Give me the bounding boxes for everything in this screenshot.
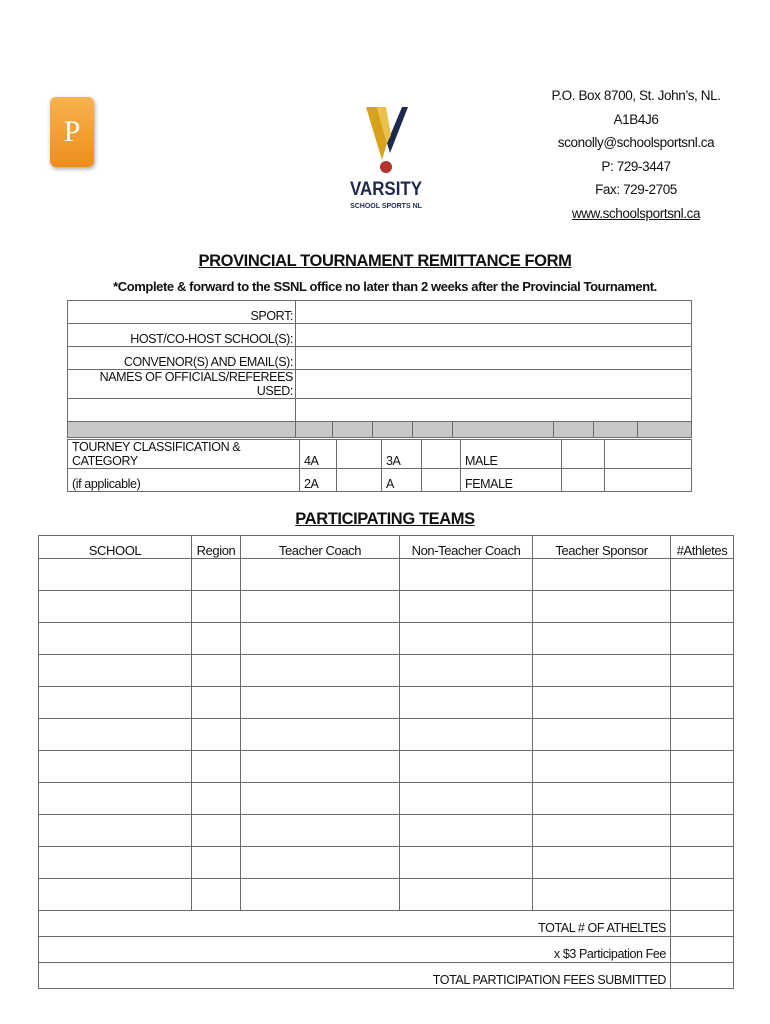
table-row	[39, 591, 734, 623]
teacher-coach-header: Teacher Coach	[241, 536, 400, 559]
class-a-label: A	[382, 469, 422, 492]
teacher-sponsor-cell[interactable]	[533, 815, 671, 847]
p-badge-icon: P	[50, 97, 94, 167]
non-teacher-coach-cell[interactable]	[400, 559, 533, 591]
region-cell[interactable]	[192, 687, 241, 719]
class-3a-box[interactable]	[422, 440, 461, 469]
email-link[interactable]: sconolly@schoolsportsnl.ca	[557, 135, 715, 150]
fax-number: Fax: 729-2705	[595, 182, 677, 197]
teacher-sponsor-cell[interactable]	[533, 847, 671, 879]
athletes-cell[interactable]	[671, 623, 734, 655]
teacher-coach-cell[interactable]	[241, 591, 400, 623]
fee-label: x $3 Participation Fee	[39, 937, 671, 963]
blank-label	[68, 399, 296, 422]
table-row	[39, 655, 734, 687]
table-row	[39, 815, 734, 847]
table-row	[39, 879, 734, 911]
region-cell[interactable]	[192, 783, 241, 815]
school-cell[interactable]	[39, 655, 192, 687]
athletes-cell[interactable]	[671, 751, 734, 783]
total-fees-label: TOTAL PARTICIPATION FEES SUBMITTED	[39, 963, 671, 989]
classification-note: (if applicable)	[68, 469, 300, 492]
teacher-coach-cell[interactable]	[241, 783, 400, 815]
logo-tagline-text: SCHOOL SPORTS NL	[350, 203, 422, 210]
teacher-sponsor-cell[interactable]	[533, 623, 671, 655]
postal-code: A1B4J6	[613, 111, 659, 127]
fee-field[interactable]	[671, 937, 734, 963]
classification-label: TOURNEY CLASSIFICATION & CATEGORY	[68, 440, 300, 469]
info-row-officials	[68, 370, 692, 399]
non-teacher-coach-cell[interactable]	[400, 655, 533, 687]
website-link[interactable]: www.schoolsportsnl.ca	[571, 205, 701, 221]
phone-number: P: 729-3447	[601, 158, 671, 174]
school-cell[interactable]	[39, 815, 192, 847]
class-2a-box[interactable]	[337, 469, 382, 492]
teacher-coach-cell[interactable]	[241, 719, 400, 751]
school-cell[interactable]	[39, 783, 192, 815]
officials-field-2[interactable]	[296, 399, 692, 422]
classification-table	[67, 439, 692, 492]
region-cell[interactable]	[192, 751, 241, 783]
school-cell[interactable]	[39, 687, 192, 719]
total-athletes-field[interactable]	[671, 911, 734, 937]
sport-field[interactable]	[296, 301, 692, 324]
class-4a-box[interactable]	[337, 440, 382, 469]
class-3a-label: 3A	[382, 440, 422, 469]
teacher-sponsor-cell[interactable]	[533, 655, 671, 687]
host-label: HOST/CO-HOST SCHOOL(S):	[68, 324, 296, 347]
region-cell[interactable]	[192, 559, 241, 591]
school-cell[interactable]	[39, 879, 192, 911]
athletes-header: #Athletes	[671, 536, 734, 559]
officials-field[interactable]	[296, 370, 692, 399]
info-table	[67, 300, 692, 438]
logo-brand-text: VARSITY	[350, 179, 423, 200]
category-male-extra[interactable]	[605, 440, 692, 469]
category-male-label: MALE	[461, 440, 562, 469]
category-female-box[interactable]	[562, 469, 605, 492]
table-row	[39, 687, 734, 719]
info-row-convenor	[68, 347, 692, 370]
teacher-coach-cell[interactable]	[241, 751, 400, 783]
athletes-cell[interactable]	[671, 847, 734, 879]
teacher-sponsor-cell[interactable]	[533, 559, 671, 591]
school-header: SCHOOL	[39, 536, 192, 559]
athletes-cell[interactable]	[671, 559, 734, 591]
non-teacher-coach-header: Non-Teacher Coach	[400, 536, 533, 559]
school-cell[interactable]	[39, 751, 192, 783]
school-cell[interactable]	[39, 591, 192, 623]
varsity-logo	[346, 105, 428, 215]
non-teacher-coach-cell[interactable]	[400, 751, 533, 783]
athletes-cell[interactable]	[671, 815, 734, 847]
info-row-sport	[68, 301, 692, 324]
table-row	[39, 623, 734, 655]
total-fees-field[interactable]	[671, 963, 734, 989]
total-athletes-row	[39, 911, 734, 937]
non-teacher-coach-cell[interactable]	[400, 719, 533, 751]
total-athletes-label: TOTAL # OF ATHELTES	[39, 911, 671, 937]
fee-row	[39, 937, 734, 963]
officials-label: NAMES OF OFFICIALS/REFEREES USED:	[68, 370, 296, 399]
category-female-extra[interactable]	[605, 469, 692, 492]
teacher-sponsor-cell[interactable]	[533, 591, 671, 623]
school-cell[interactable]	[39, 559, 192, 591]
region-cell[interactable]	[192, 623, 241, 655]
class-2a-label: 2A	[300, 469, 337, 492]
shaded-divider-row	[68, 422, 692, 438]
host-field[interactable]	[296, 324, 692, 347]
school-cell[interactable]	[39, 623, 192, 655]
athletes-cell[interactable]	[671, 655, 734, 687]
teacher-coach-cell[interactable]	[241, 687, 400, 719]
contact-block	[548, 84, 724, 225]
school-cell[interactable]	[39, 847, 192, 879]
category-male-box[interactable]	[562, 440, 605, 469]
total-fees-row	[39, 963, 734, 989]
category-female-label: FEMALE	[461, 469, 562, 492]
non-teacher-coach-cell[interactable]	[400, 879, 533, 911]
teacher-coach-cell[interactable]	[241, 623, 400, 655]
table-row	[39, 751, 734, 783]
teacher-coach-cell[interactable]	[241, 655, 400, 687]
teacher-coach-cell[interactable]	[241, 559, 400, 591]
athletes-cell[interactable]	[671, 879, 734, 911]
class-a-box[interactable]	[422, 469, 461, 492]
teams-table	[38, 535, 734, 989]
teacher-coach-cell[interactable]	[241, 879, 400, 911]
teacher-sponsor-cell[interactable]	[533, 879, 671, 911]
teacher-coach-cell[interactable]	[241, 847, 400, 879]
teacher-coach-cell[interactable]	[241, 815, 400, 847]
school-cell[interactable]	[39, 719, 192, 751]
region-cell[interactable]	[192, 847, 241, 879]
table-row	[39, 719, 734, 751]
info-row-host	[68, 324, 692, 347]
teacher-sponsor-cell[interactable]	[533, 783, 671, 815]
convenor-label: CONVENOR(S) AND EMAIL(S):	[68, 347, 296, 370]
region-cell[interactable]	[192, 719, 241, 751]
region-cell[interactable]	[192, 879, 241, 911]
table-row	[39, 783, 734, 815]
teacher-sponsor-cell[interactable]	[533, 719, 671, 751]
teams-body	[39, 559, 734, 989]
teams-header-row	[39, 536, 734, 559]
non-teacher-coach-cell[interactable]	[400, 847, 533, 879]
teacher-sponsor-cell[interactable]	[533, 751, 671, 783]
region-cell[interactable]	[192, 815, 241, 847]
athletes-cell[interactable]	[671, 783, 734, 815]
form-subtitle: *Complete & forward to the SSNL office no later than 2 weeks after the Provincial Tournament.	[113, 279, 657, 294]
teacher-sponsor-header: Teacher Sponsor	[533, 536, 671, 559]
non-teacher-coach-cell[interactable]	[400, 783, 533, 815]
non-teacher-coach-cell[interactable]	[400, 687, 533, 719]
non-teacher-coach-cell[interactable]	[400, 623, 533, 655]
athletes-cell[interactable]	[671, 719, 734, 751]
sport-label: SPORT:	[68, 301, 296, 324]
table-row	[39, 847, 734, 879]
teacher-sponsor-cell[interactable]	[533, 687, 671, 719]
participating-teams-title: PARTICIPATING TEAMS	[295, 510, 475, 528]
table-row	[39, 559, 734, 591]
form-title: PROVINCIAL TOURNAMENT REMITTANCE FORM	[198, 252, 572, 270]
region-cell[interactable]	[192, 655, 241, 687]
athletes-cell[interactable]	[671, 687, 734, 719]
non-teacher-coach-cell[interactable]	[400, 815, 533, 847]
region-cell[interactable]	[192, 591, 241, 623]
class-4a-label: 4A	[300, 440, 337, 469]
athletes-cell[interactable]	[671, 591, 734, 623]
info-row-officials-extra	[68, 399, 692, 422]
region-header: Region	[192, 536, 241, 559]
convenor-field[interactable]	[296, 347, 692, 370]
address-line: P.O. Box 8700, St. John’s, NL.	[551, 88, 721, 103]
non-teacher-coach-cell[interactable]	[400, 591, 533, 623]
